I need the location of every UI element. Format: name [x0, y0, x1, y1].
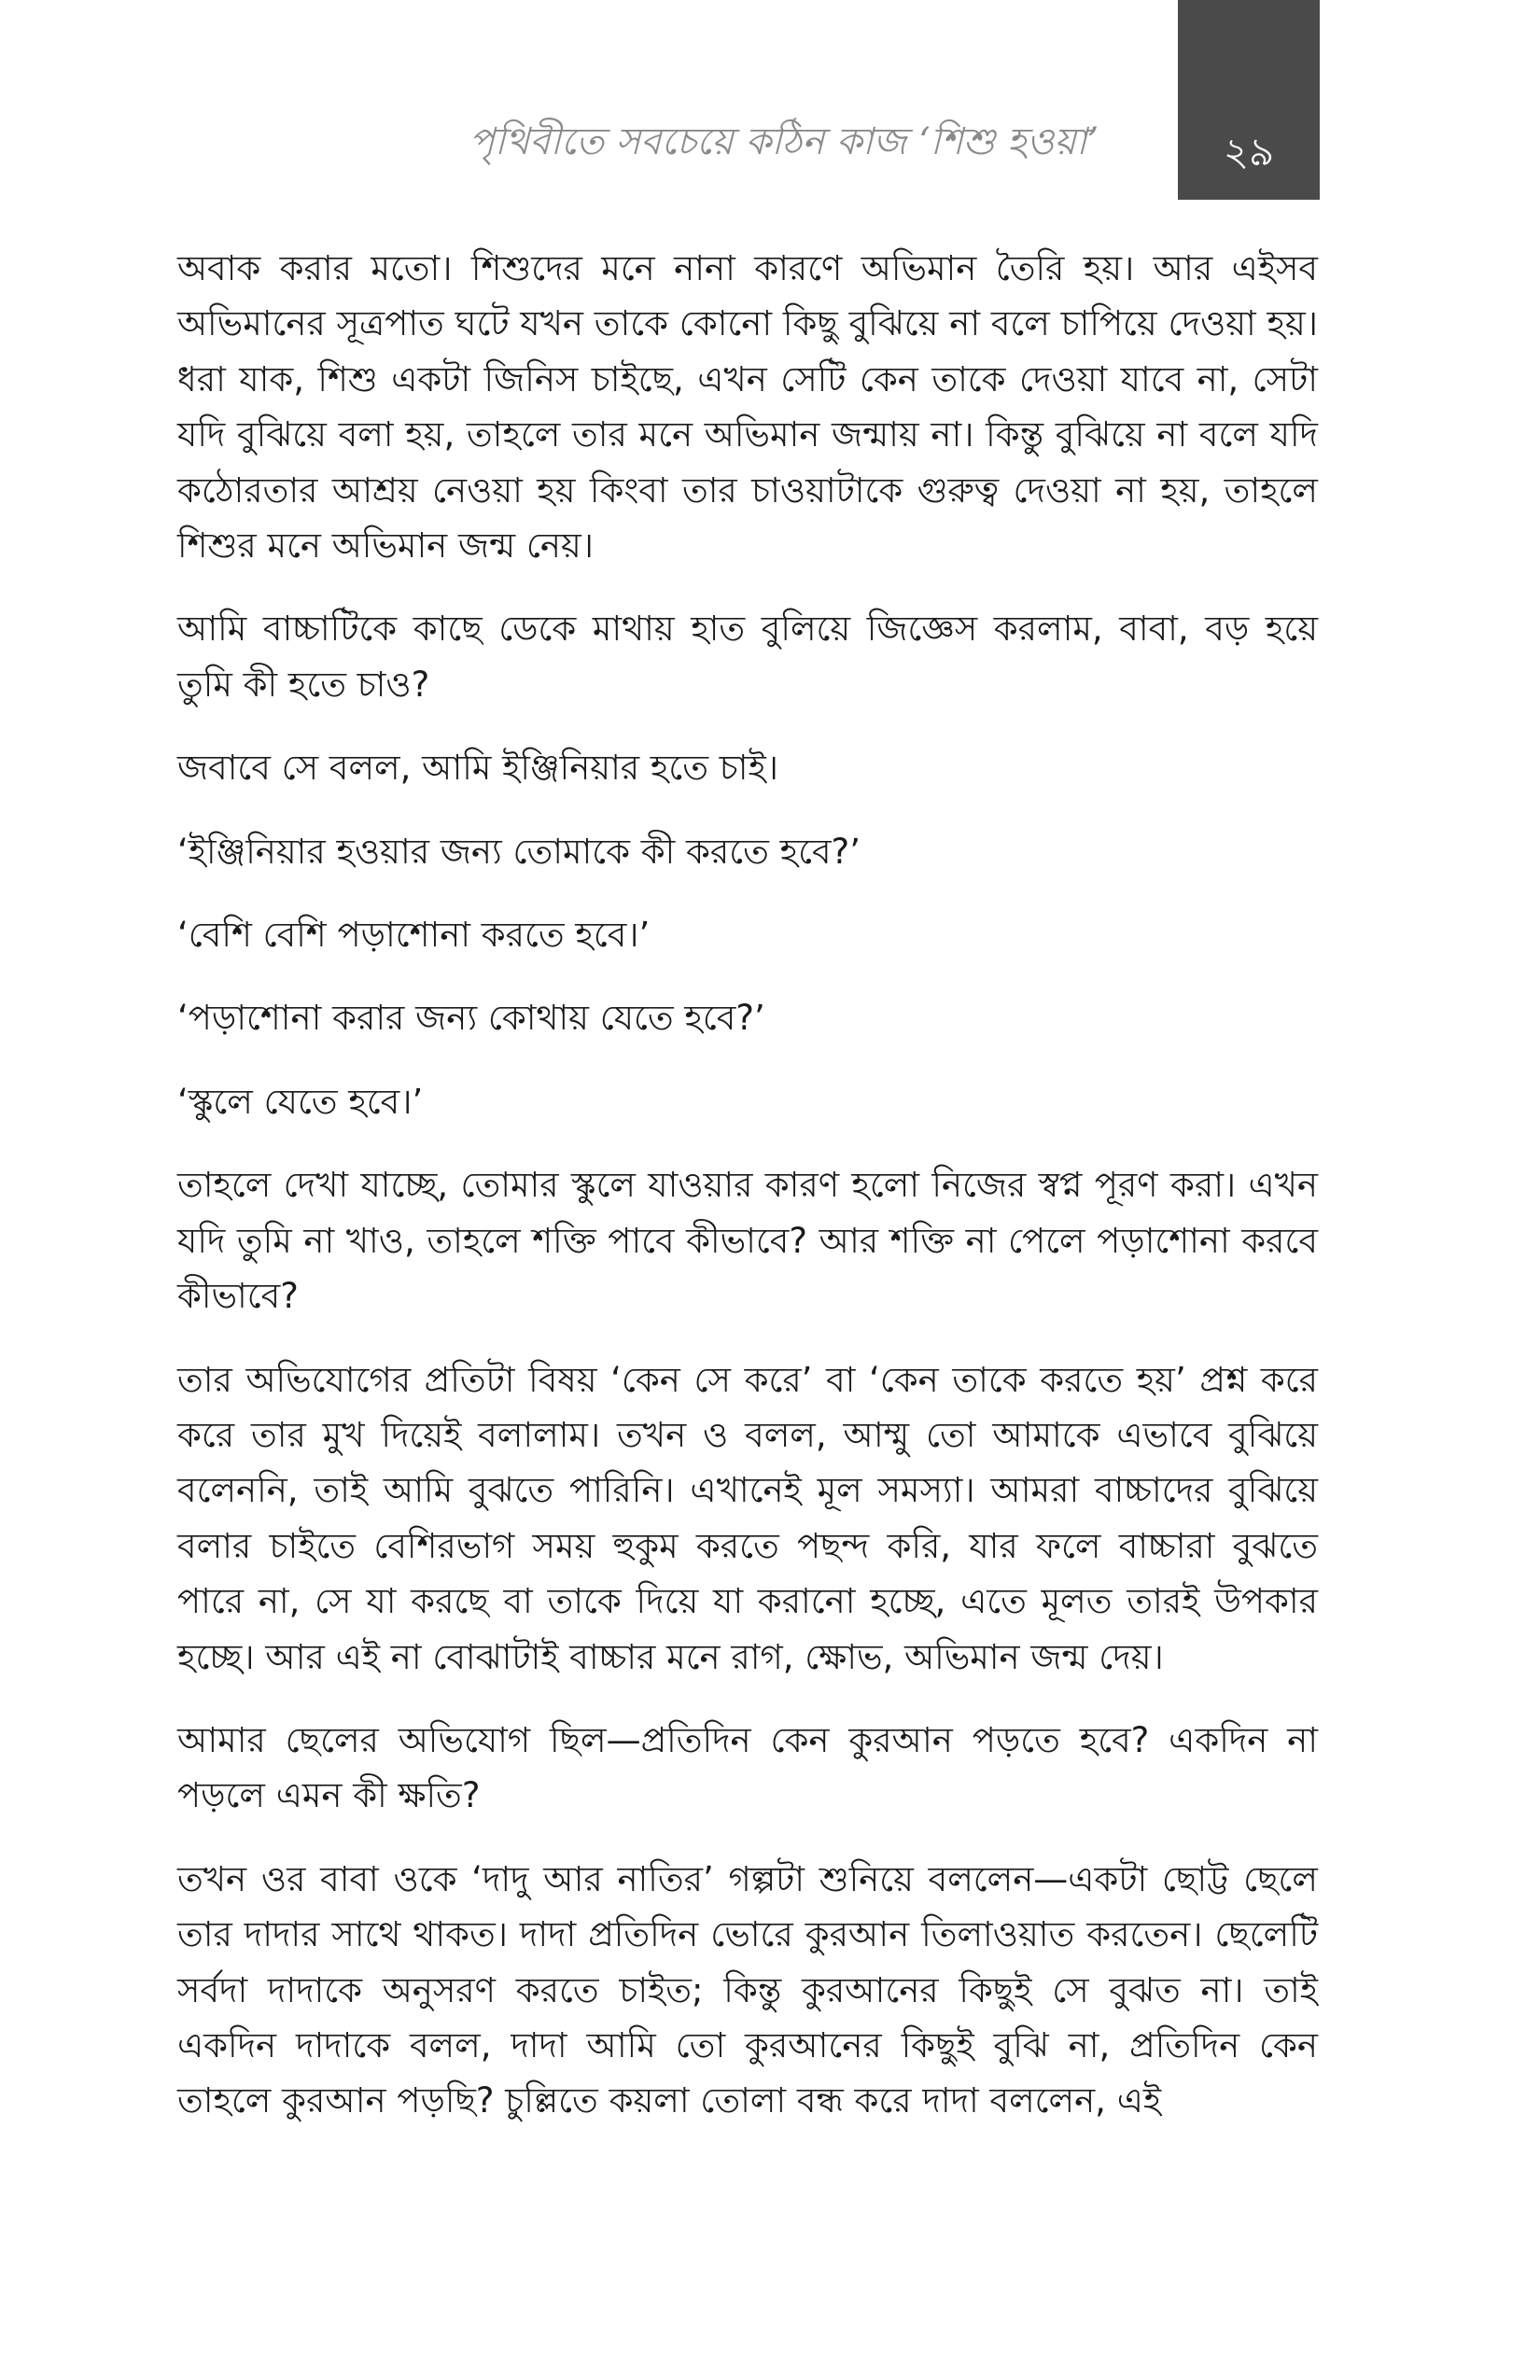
- paragraph-4: ‘ইঞ্জিনিয়ার হওয়ার জন্য তোমাকে কী করতে হবে?’: [177, 831, 861, 872]
- paragraph-1: অবাক করার মতো। শিশুদের মনে নানা কারণে অভিমান তৈরি হয়। আর এইসব অভিমানের সূত্রপাত ঘটে যখন তাকে কোনো কিছু বুঝিয়ে না বলে চাপিয়ে দেওয়া হয়। ধরা যাক, শিশু একটা জিনিস চাইছে, এখন সেটি কেন তাকে দেওয়া যাবে না, সেটা যদি বুঝিয়ে বলা হয়, তাহলে তার মনে অভিমান জন্মায় না। কিন্তু বুঝিয়ে না বলে যদি কঠোরতার আশ্রয় নেওয়া হয় কিংবা তার চাওয়াটাকে গুরুত্ব দেওয়া না হয়, তাহলে শিশুর মনে অভিমান জন্ম নেয়।: [177, 248, 1318, 567]
- paragraph-10: আমার ছেলের অভিযোগ ছিল—প্রতিদিন কেন কুরআন পড়তে হবে? একদিন না পড়লে এমন কী ক্ষতি?: [177, 1719, 1318, 1816]
- paragraph-11: তখন ওর বাবা ওকে ‘দাদু আর নাতির’ গল্পটা শুনিয়ে বললেন—একটা ছোট্ট ছেলে তার দাদার সাথে থাকত। দাদা প্রতিদিন ভোরে কুরআন তিলাওয়াত করতেন। ছেলেটি সর্বদা দাদাকে অনুসরণ করতে চাইত; কিন্তু কুরআনের কিছুই সে বুঝত না। তাই একদিন দাদাকে বলল, দাদা আমি তো কুরআনের কিছুই বুঝি না, প্রতিদিন কেন তাহলে কুরআন পড়ছি? চুল্লিতে কয়লা তোলা বন্ধ করে দাদা বললেন, এই: [177, 1858, 1318, 2121]
- body-text: [177, 241, 1318, 2129]
- paragraph-9: তার অভিযোগের প্রতিটা বিষয় ‘কেন সে করে’ বা ‘কেন তাকে করতে হয়’ প্রশ্ন করে করে তার মুখ দিয়েই বলালাম। তখন ও বলল, আম্মু তো আমাকে এভাবে বুঝিয়ে বলেননি, তাই আমি বুঝতে পারিনি। এখানেই মূল সমস্যা। আমরা বাচ্চাদের বুঝিয়ে বলার চাইতে বেশিরভাগ সময় হুকুম করতে পছন্দ করি, যার ফলে বাচ্চারা বুঝতে পারে না, সে যা করছে বা তাকে দিয়ে যা করানো হচ্ছে, এতে মূলত তারই উপকার হচ্ছে। আর এই না বোঝাটাই বাচ্চার মনে রাগ, ক্ষোভ, অভিমান জন্ম দেয়।: [177, 1359, 1318, 1677]
- paragraph-6: ‘পড়াশোনা করার জন্য কোথায় যেতে হবে?’: [177, 998, 765, 1039]
- paragraph-7: ‘স্কুলে যেতে হবে।’: [177, 1081, 424, 1122]
- page-number: ২৯: [1223, 129, 1275, 175]
- running-header-title: পৃথিবীতে সবচেয়ে কঠিন কাজ ‘শিশু হওয়া’: [469, 120, 1099, 163]
- paragraph-2: আমি বাচ্চাটিকে কাছে ডেকে মাথায় হাত বুলিয়ে জিজ্ঞেস করলাম, বাবা, বড় হয়ে তুমি কী হতে চাও?: [177, 609, 1318, 705]
- paragraph-3: জবাবে সে বলল, আমি ইঞ্জিনিয়ার হতে চাই।: [177, 748, 778, 789]
- paragraph-8: তাহলে দেখা যাচ্ছে, তোমার স্কুলে যাওয়ার কারণ হলো নিজের স্বপ্ন পূরণ করা। এখন যদি তুমি না খাও, তাহলে শক্তি পাবে কীভাবে? আর শক্তি না পেলে পড়াশোনা করবে কীভাবে?: [177, 1165, 1318, 1317]
- paragraph-5: ‘বেশি বেশি পড়াশোনা করতে হবে।’: [177, 915, 651, 956]
- page-number-tab: [1178, 0, 1320, 200]
